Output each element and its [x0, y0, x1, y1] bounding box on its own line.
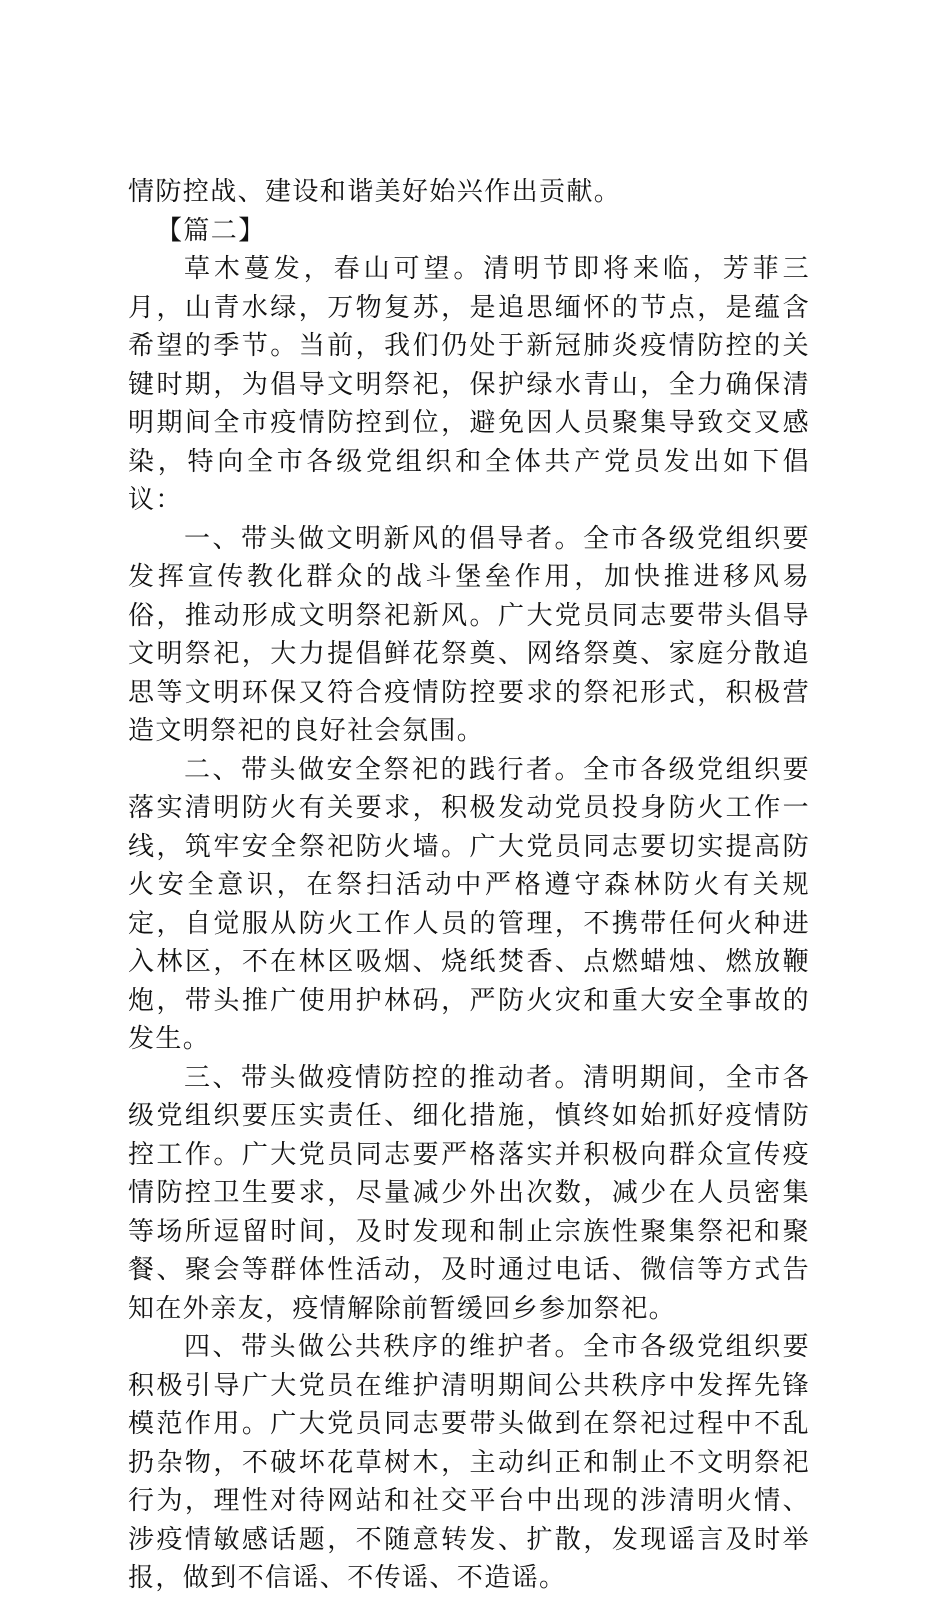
intro-paragraph: 草木蔓发，春山可望。清明节即将来临，芳菲三月，山青水绿，万物复苏，是追思缅怀的节点，是蕴含希望的季节。当前，我们仍处于新冠肺炎疫情防控的关键时期，为倡导文明祭祀，保护绿水青山，全力确保清明期间全市疫情防控到位，避免因人员聚集导致交叉感染，特向全市各级党组织和全体共产党员发出如下倡议：	[128, 254, 810, 515]
proposal-paragraph-2: 二、带头做安全祭祀的践行者。全市各级党组织要落实清明防火有关要求，积极发动党员投身防火工作一线，筑牢安全祭祀防火墙。广大党员同志要切实提高防火安全意识，在祭扫活动中严格遵守森林防火有关规定，自觉服从防火工作人员的管理，不携带任何火种进入林区，不在林区吸烟、烧纸焚香、点燃蜡烛、燃放鞭炮，带头推广使用护林码，严防火灾和重大安全事故的发生。	[128, 754, 810, 1054]
proposal-paragraph-3: 三、带头做疫情防控的推动者。清明期间，全市各级党组织要压实责任、细化措施，慎终如始抓好疫情防控工作。广大党员同志要严格落实并积极向群众宣传疫情防控卫生要求，尽量减少外出次数，减少在人员密集等场所逗留时间，及时发现和制止宗族性聚集祭祀和聚餐、聚会等群体性活动，及时通过电话、微信等方式告知在外亲友，疫情解除前暂缓回乡参加祭祀。	[128, 1062, 810, 1324]
document-body	[128, 173, 810, 1598]
proposal-paragraph-4: 四、带头做公共秩序的维护者。全市各级党组织要积极引导广大党员在维护清明期间公共秩序中发挥先锋模范作用。广大党员同志要带头做到在祭祀过程中不乱扔杂物，不破坏花草树木，主动纠正和制止不文明祭祀行为，理性对待网站和社交平台中出现的涉清明火情、涉疫情敏感话题，不随意转发、扩散，发现谣言及时举报，做到不信谣、不传谣、不造谣。	[128, 1332, 810, 1593]
proposal-paragraph-1: 一、带头做文明新风的倡导者。全市各级党组织要发挥宣传教化群众的战斗堡垒作用，加快推进移风易俗，推动形成文明祭祀新风。广大党员同志要带头倡导文明祭祀，大力提倡鲜花祭奠、网络祭奠、家庭分散追思等文明环保又符合疫情防控要求的祭祀形式，积极营造文明祭祀的良好社会氛围。	[128, 523, 810, 746]
section-heading: 【篇二】	[156, 215, 266, 246]
continuation-line: 情防控战、建设和谐美好始兴作出贡献。	[128, 177, 622, 207]
